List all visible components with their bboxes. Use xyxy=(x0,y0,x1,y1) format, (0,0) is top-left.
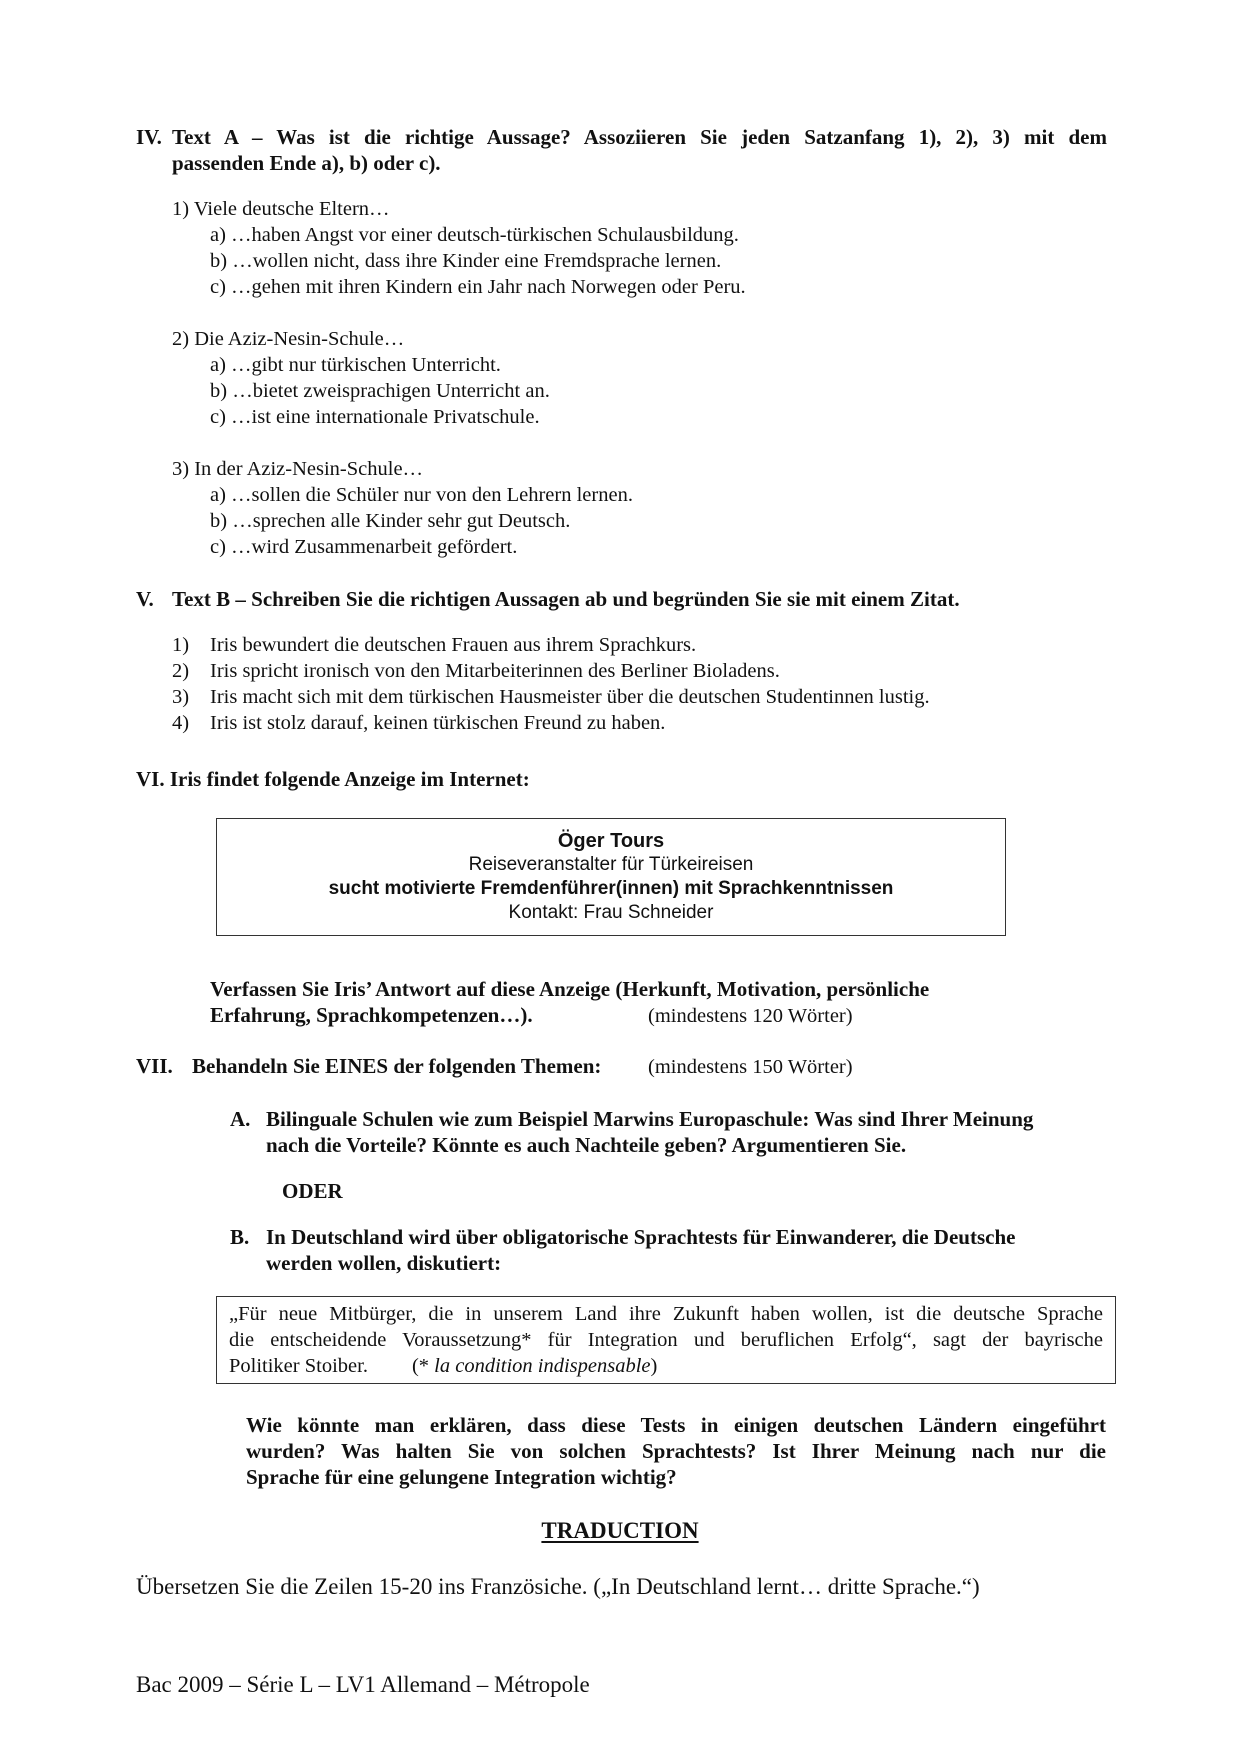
q3-option-a: a) …sollen die Schüler nur von den Lehrern lernen. xyxy=(210,484,633,506)
v-statement-text: Iris ist stolz darauf, keinen türkischen Freund zu haben. xyxy=(210,712,666,734)
q2-option-a: a) …gibt nur türkischen Unterricht. xyxy=(210,354,501,376)
quote-line3 xyxy=(229,1353,1103,1379)
q3-option-c: c) …wird Zusammenarbeit gefördert. xyxy=(210,536,518,558)
q1-option-c: c) …gehen mit ihren Kindern ein Jahr nach Norwegen oder Peru. xyxy=(210,276,746,298)
quote-box xyxy=(216,1296,1116,1384)
vi-word-count: (mindestens 120 Wörter) xyxy=(648,1005,853,1027)
q1-option-b: b) …wollen nicht, dass ihre Kinder eine Fremdsprache lernen. xyxy=(210,250,722,272)
job-ad-box xyxy=(216,818,1006,936)
vi-task-line2: Erfahrung, Sprachkompetenzen…). xyxy=(210,1003,533,1027)
quote-line1: „Für neue Mitbürger, die in unserem Land ihre Zukunft haben wollen, ist die deutsche Sprache xyxy=(229,1303,1103,1325)
topic-b-question-line2: wurden? Was halten Sie von solchen Sprachtests? Ist Ihrer Meinung nach nur die xyxy=(246,1439,1106,1463)
section-v-label: V. xyxy=(136,587,154,611)
vii-word-count: (mindestens 150 Wörter) xyxy=(648,1056,853,1078)
q2-option-c: c) …ist eine internationale Privatschule. xyxy=(210,406,540,428)
topic-b-question-line1: Wie könnte man erklären, dass diese Tests in einigen deutschen Ländern eingeführt xyxy=(246,1413,1106,1437)
page-footer: Bac 2009 – Série L – LV1 Allemand – Métropole xyxy=(136,1672,590,1697)
topic-b-label: B. xyxy=(230,1225,250,1249)
ad-offer: sucht motivierte Fremdenführer(innen) mit Sprachkenntnissen xyxy=(328,878,894,899)
v-statement-number: 2) xyxy=(172,660,190,682)
topic-a-label: A. xyxy=(230,1107,251,1131)
v-statement-text: Iris macht sich mit dem türkischen Hausmeister über die deutschen Studentinnen lustig. xyxy=(210,686,930,708)
section-vi-heading: VI. Iris findet folgende Anzeige im Internet: xyxy=(136,767,530,791)
topic-a-line2: nach die Vorteile? Könnte es auch Nachteile geben? Argumentieren Sie. xyxy=(266,1133,907,1157)
topic-a-line1: Bilinguale Schulen wie zum Beispiel Marwins Europaschule: Was sind Ihrer Meinung xyxy=(266,1107,1034,1131)
v-statement-4 xyxy=(172,710,665,736)
v-statement-text: Iris bewundert die deutschen Frauen aus ihrem Sprachkurs. xyxy=(210,634,697,656)
traduction-instruction: Übersetzen Sie die Zeilen 15-20 ins Französiche. („In Deutschland lernt… dritte Sprache.“) xyxy=(136,1574,980,1599)
section-iv-heading-line2: passenden Ende a), b) oder c). xyxy=(172,151,441,175)
traduction-heading: TRADUCTION xyxy=(541,1518,699,1543)
v-statement-number: 4) xyxy=(172,712,190,734)
topic-b-line1: In Deutschland wird über obligatorische Sprachtests für Einwanderer, die Deutsche xyxy=(266,1225,1016,1249)
topic-b-question-line3: Sprache für eine gelungene Integration wichtig? xyxy=(246,1465,677,1489)
v-statement-text: Iris spricht ironisch von den Mitarbeiterinnen des Berliner Bioladens. xyxy=(210,660,780,682)
footnote-open: (* xyxy=(411,1355,435,1377)
q2-option-b: b) …bietet zweisprachigen Unterricht an. xyxy=(210,380,550,402)
v-statement-3 xyxy=(172,684,930,710)
topic-b-line2: werden wollen, diskutiert: xyxy=(266,1251,502,1275)
q3-stem: 3) In der Aziz-Nesin-Schule… xyxy=(172,458,424,480)
ad-company-name: Öger Tours xyxy=(557,830,665,852)
quote-author: Politiker Stoiber. xyxy=(229,1355,368,1377)
section-vii-label: VII. xyxy=(136,1054,173,1078)
section-vii-heading: Behandeln Sie EINES der folgenden Themen: xyxy=(192,1054,602,1078)
q2-stem: 2) Die Aziz-Nesin-Schule… xyxy=(172,328,405,350)
q3-option-b: b) …sprechen alle Kinder sehr gut Deutsch. xyxy=(210,510,571,532)
section-iv-label: IV. xyxy=(136,125,162,149)
quote-line2: die entscheidende Voraussetzung* für Integration und beruflichen Erfolg“, sagt der bayrische xyxy=(229,1329,1103,1351)
footnote-text: la condition indispensable xyxy=(434,1355,651,1377)
q1-stem: 1) Viele deutsche Eltern… xyxy=(172,198,390,220)
v-statement-2 xyxy=(172,658,780,684)
ad-subtitle: Reiseveranstalter für Türkeireisen xyxy=(468,854,754,875)
ad-contact: Kontakt: Frau Schneider xyxy=(508,902,714,923)
section-v-heading: Text B – Schreiben Sie die richtigen Aussagen ab und begründen Sie sie mit einem Zitat. xyxy=(172,587,960,611)
oder-separator: ODER xyxy=(282,1179,343,1203)
vi-task-line1: Verfassen Sie Iris’ Antwort auf diese Anzeige (Herkunft, Motivation, persönliche xyxy=(210,977,930,1001)
section-iv-heading-line1: Text A – Was ist die richtige Aussage? Assoziieren Sie jeden Satzanfang 1), 2), 3) mit dem xyxy=(172,125,1107,149)
q1-option-a: a) …haben Angst vor einer deutsch-türkischen Schulausbildung. xyxy=(210,224,739,246)
v-statement-number: 1) xyxy=(172,634,190,656)
v-statement-1 xyxy=(172,632,696,658)
footnote-close: ) xyxy=(650,1355,658,1377)
v-statement-number: 3) xyxy=(172,686,190,708)
